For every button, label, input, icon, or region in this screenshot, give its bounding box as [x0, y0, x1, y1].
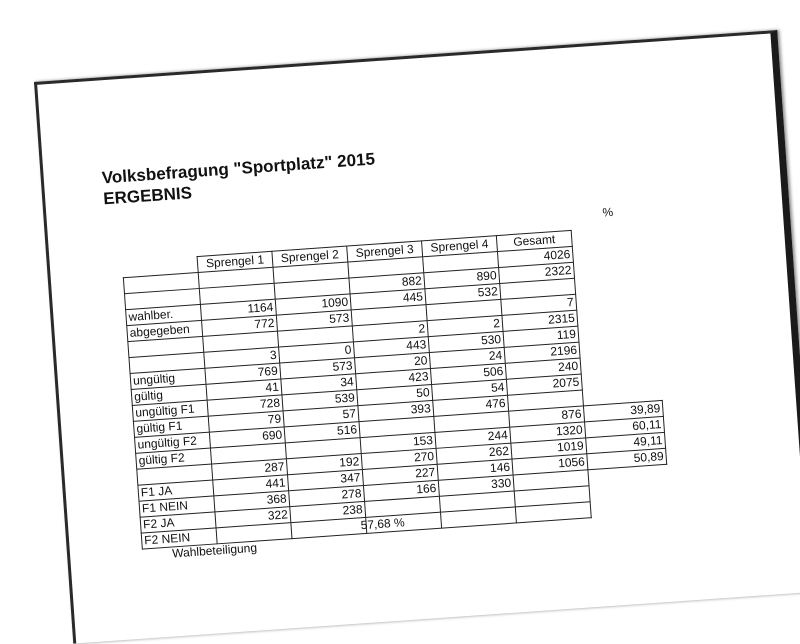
- column-header: Sprengel 2: [272, 246, 348, 267]
- value-cell: 2075: [506, 374, 582, 395]
- value-cell: 34: [281, 374, 357, 395]
- row-label: abgegeben: [127, 320, 203, 341]
- value-cell: 227: [362, 464, 438, 485]
- row-label: F1 JA: [138, 480, 214, 501]
- row-label: F1 NEIN: [139, 496, 215, 517]
- document-title: Volksbefragung "Sportplatz" 2015: [101, 149, 376, 188]
- turnout-value: 57,68 %: [360, 515, 406, 533]
- value-cell: 2: [352, 321, 428, 342]
- value-cell: 50: [357, 385, 433, 406]
- value-cell: 192: [286, 454, 362, 475]
- value-cell: 539: [282, 390, 358, 411]
- value-cell: 153: [360, 432, 436, 453]
- value-cell: 445: [350, 289, 426, 310]
- value-cell: 393: [358, 400, 434, 421]
- value-cell: 530: [428, 331, 504, 352]
- value-cell: 262: [436, 443, 512, 464]
- column-header: Sprengel 1: [197, 251, 273, 272]
- value-cell: 4026: [497, 246, 573, 267]
- value-cell: 2: [427, 315, 503, 336]
- row-label: ungültig F1: [132, 400, 208, 421]
- value-cell: 2322: [499, 262, 575, 283]
- value-cell: 79: [208, 411, 284, 432]
- value-cell: 7: [501, 294, 577, 315]
- value-cell: 287: [212, 459, 288, 480]
- document-subtitle: ERGEBNIS: [102, 183, 193, 209]
- value-cell: 876: [509, 406, 585, 427]
- column-header: Gesamt: [496, 230, 572, 251]
- value-cell: 278: [289, 486, 365, 507]
- value-cell: 441: [213, 475, 289, 496]
- value-cell: 368: [214, 491, 290, 512]
- row-label: gültig: [131, 384, 207, 405]
- value-cell: 1164: [200, 299, 276, 320]
- row-label: wahlber.: [126, 304, 202, 325]
- value-cell: 2315: [502, 310, 578, 331]
- percent-column-header: %: [602, 204, 614, 220]
- value-cell: 41: [206, 379, 282, 400]
- turnout-label: Wahlbeteiligung: [171, 540, 258, 561]
- value-cell: 119: [503, 326, 579, 347]
- value-cell: 532: [425, 284, 501, 305]
- value-cell: 443: [353, 337, 429, 358]
- row-label: F2 NEIN: [141, 528, 217, 549]
- row-label: ungültig F2: [135, 432, 211, 453]
- value-cell: 347: [288, 470, 364, 491]
- value-cell: 772: [202, 315, 278, 336]
- value-cell: 1019: [511, 438, 587, 459]
- document-sheet: [34, 30, 800, 644]
- value-cell: 322: [215, 507, 291, 528]
- value-cell: 330: [438, 475, 514, 496]
- row-label: F2 JA: [140, 512, 216, 533]
- column-header: Sprengel 3: [347, 241, 423, 262]
- value-cell: 2196: [504, 342, 580, 363]
- row-label: gültig F2: [136, 448, 212, 469]
- value-cell: 3: [204, 347, 280, 368]
- value-cell: 573: [280, 358, 356, 379]
- value-cell: 506: [430, 363, 506, 384]
- value-cell: 240: [505, 358, 581, 379]
- value-cell: 24: [429, 347, 505, 368]
- value-cell: 270: [361, 448, 437, 469]
- value-cell: 890: [424, 268, 500, 289]
- value-cell: 238: [290, 501, 366, 522]
- row-label: gültig F1: [133, 416, 209, 437]
- value-cell: 0: [279, 342, 355, 363]
- column-header: Sprengel 4: [422, 236, 498, 257]
- value-cell: 54: [432, 379, 508, 400]
- value-cell: 690: [209, 427, 285, 448]
- row-label: ungültig: [130, 368, 206, 389]
- value-cell: 516: [284, 422, 360, 443]
- value-cell: 769: [205, 363, 281, 384]
- value-cell: 1090: [275, 294, 351, 315]
- value-cell: 20: [355, 353, 431, 374]
- value-cell: 244: [435, 427, 511, 448]
- value-cell: 1056: [512, 454, 588, 475]
- percent-cell: 50,89: [587, 448, 667, 469]
- percent-cell: 39,89: [583, 400, 663, 421]
- value-cell: 1320: [510, 422, 586, 443]
- value-cell: 166: [363, 480, 439, 501]
- percent-cell: 60,11: [585, 416, 665, 437]
- value-cell: 573: [276, 310, 352, 331]
- value-cell: 146: [437, 459, 513, 480]
- value-cell: 728: [207, 395, 283, 416]
- value-cell: 423: [356, 369, 432, 390]
- value-cell: 476: [433, 395, 509, 416]
- value-cell: 57: [283, 406, 359, 427]
- percent-cell: 49,11: [586, 432, 666, 453]
- value-cell: 882: [349, 273, 425, 294]
- results-table: [122, 224, 671, 549]
